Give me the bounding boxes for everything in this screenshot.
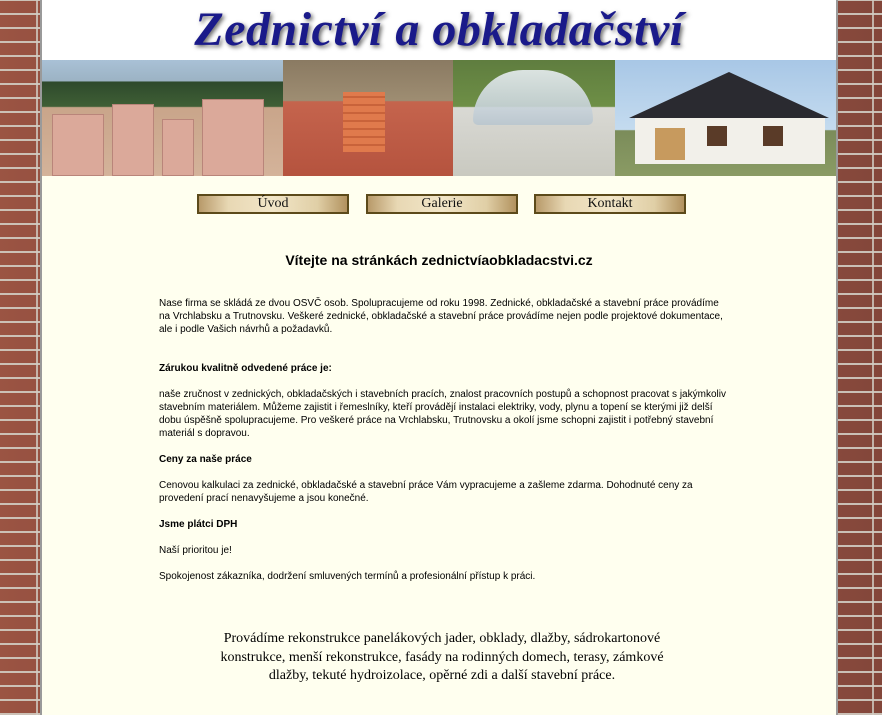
photo-brick-walls: [42, 60, 283, 176]
services-summary: Provádíme rekonstrukce panelákových jader, obklady, dlažby, sádrokartonové konstrukce, menší rekonstrukce, fasády na rodinných domech, terasy, zámkové dlažby, tekuté hydroizolace, opěrné zdi a další stavební práce.: [220, 631, 664, 683]
site-title: Zednictví a obkladačství: [194, 3, 684, 56]
photo-brick-stairs: [283, 60, 453, 176]
vat-heading: Jsme plátci DPH: [159, 519, 238, 530]
site-banner: [42, 0, 836, 60]
page-heading: Vítejte na stránkách zednictvíaobkladacstvi.cz: [285, 252, 593, 268]
quality-paragraph: naše zručnost v zednických, obkladačských i stavebních pracích, znalost pracovních postupů a schopnost pracovat s jakýmkoliv stavebním materiálem. Můžeme zajistit i řemeslníky, kteří provádějí instalaci elektriky, vody, plynu a topení se kterými již delší dobu úspěšně spolupracujeme. Pro veškeré práce na Vrchlabsku, Trutnovsku a okolí jsme schopni zajistit i potřebný stavební materiál s dopravou.: [159, 389, 726, 439]
nav-galerie-button[interactable]: Galerie: [366, 194, 518, 214]
main-navigation: [42, 194, 836, 214]
photo-family-house: [615, 60, 836, 176]
photo-pool-enclosure: [453, 60, 615, 176]
nav-kontakt-button[interactable]: Kontakt: [534, 194, 686, 214]
quality-heading: Zárukou kvalitně odvedené práce je:: [159, 363, 332, 374]
price-heading: Ceny za naše práce: [159, 454, 252, 465]
price-paragraph: Cenovou kalkulaci za zednické, obkladačské a stavební práce Vám vypracujeme a zašleme zdarma. Dohodnuté ceny za provedení prací nenavyšujeme a jsou konečné.: [159, 480, 693, 504]
satisfaction-paragraph: Spokojenost zákazníka, dodržení smluvených termínů a profesionální přístup k práci.: [159, 571, 536, 582]
intro-paragraph: Nase firma se skládá ze dvou OSVČ osob. Spolupracujeme od roku 1998. Zednické, obkladačské a stavební práce provádíme na Vrchlabsku a Trutnovsku. Veškeré zednické, obkladačské a stavební práce provádíme nejen podle projektové dokumentace, ale i podle Vašich návrhů a požadavků.: [159, 298, 723, 335]
priority-paragraph: Naší prioritou je!: [159, 545, 232, 556]
header-photo-strip: [42, 60, 836, 176]
page-container: [40, 0, 838, 715]
nav-uvod-button[interactable]: Úvod: [197, 194, 349, 214]
main-content: [159, 297, 727, 596]
